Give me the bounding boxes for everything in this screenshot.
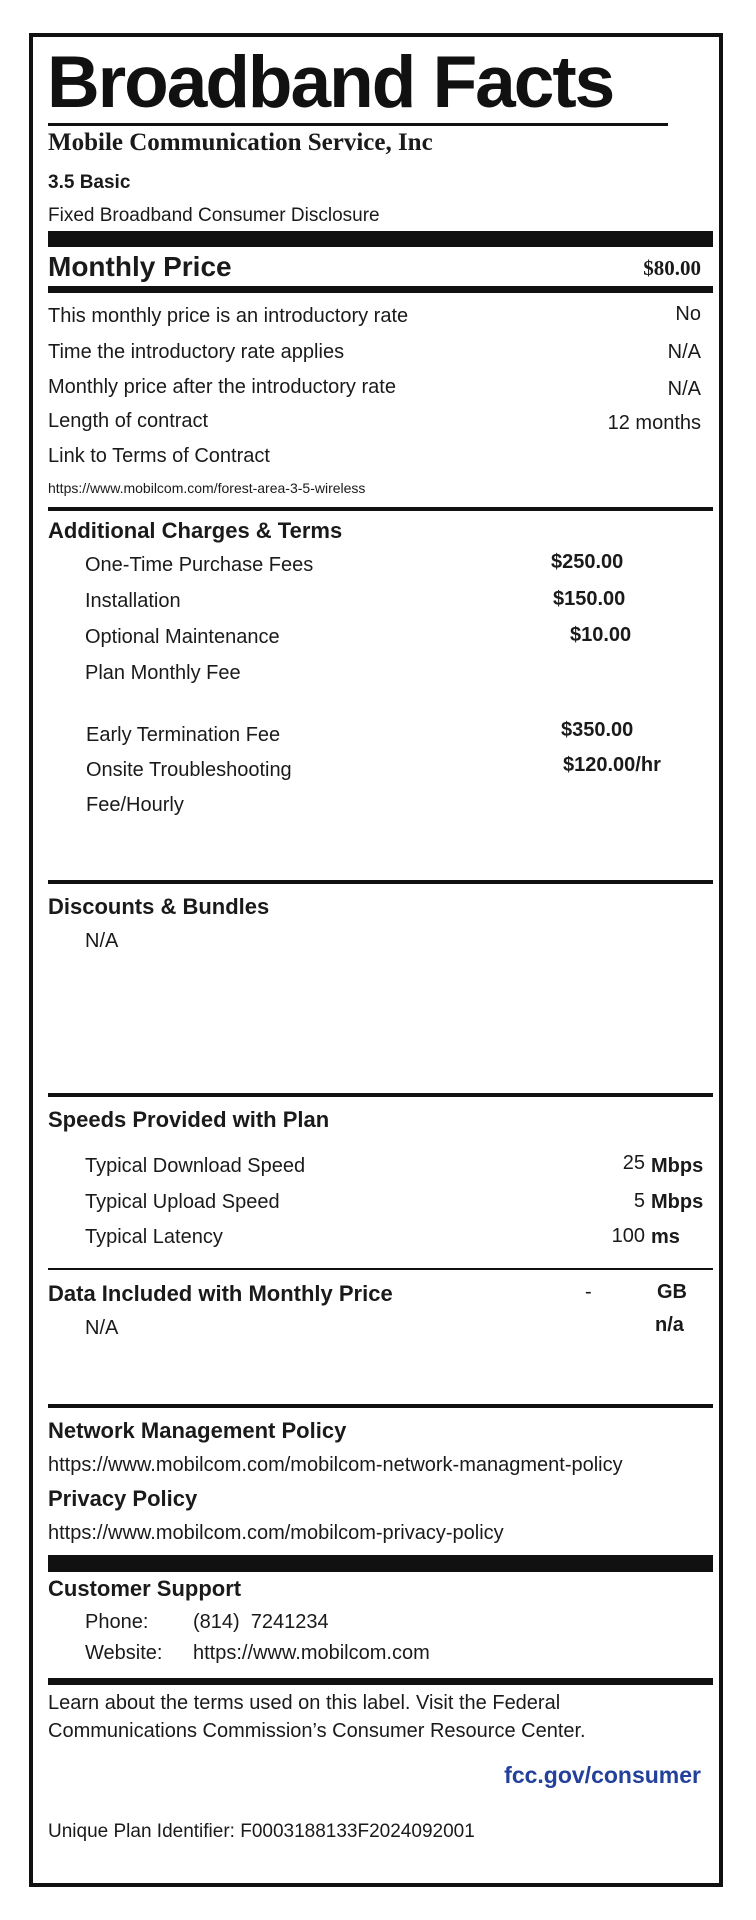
upload-speed-label: Typical Upload Speed [85,1191,280,1213]
latency-label: Typical Latency [85,1226,223,1248]
data-included-value: - [585,1281,592,1303]
network-policy-heading: Network Management Policy [48,1418,347,1443]
plan-name: 3.5 Basic [48,172,131,193]
intro-time-value: N/A [667,341,701,363]
etf-value: $350.00 [561,719,634,741]
one-time-fees-value: $250.00 [551,551,624,573]
network-policy-url[interactable]: https://www.mobilcom.com/mobilcom-network-managment-policy [48,1454,623,1476]
additional-rule [48,507,713,511]
latency-unit: ms [651,1226,680,1248]
intro-rate-value: No [675,303,701,325]
after-intro-label: Monthly price after the introductory rate [48,376,396,398]
download-speed-unit: Mbps [651,1155,704,1177]
privacy-policy-heading: Privacy Policy [48,1486,198,1511]
support-rule [48,1555,713,1572]
monthly-price-value: $80.00 [643,256,701,280]
onsite-label-line-2: Fee/Hourly [86,794,184,816]
phone-value: (814) 7241234 [193,1611,329,1633]
contract-length-label: Length of contract [48,410,209,432]
privacy-policy-url[interactable]: https://www.mobilcom.com/mobilcom-privacy-policy [48,1522,504,1544]
title-rule [48,123,668,126]
speeds-rule [48,1093,713,1097]
contract-length-value: 12 months [607,412,701,434]
download-speed-label: Typical Download Speed [85,1155,306,1177]
monthly-price-rule [48,286,713,293]
broadband-facts-label [29,33,723,1887]
discounts-heading: Discounts & Bundles [48,894,270,919]
intro-time-label: Time the introductory rate applies [48,341,345,363]
website-label: Website: [85,1642,163,1664]
fcc-consumer-link[interactable]: fcc.gov/consumer [504,1762,701,1788]
terms-link-url[interactable]: https://www.mobilcom.com/forest-area-3-5-wireless [48,480,366,496]
footer-text-line-1: Learn about the terms used on this label. Visit the Federal [48,1692,561,1714]
onsite-label-line-1: Onsite Troubleshooting [86,759,292,781]
network-rule [48,1404,713,1408]
monthly-price-heading: Monthly Price [48,251,232,282]
data-included-heading: Data Included with Monthly Price [48,1281,393,1306]
download-speed-value: 25 [622,1152,645,1174]
thick-divider [48,231,713,247]
label-title: Broadband Facts [47,42,614,123]
unique-plan-identifier: Unique Plan Identifier: F0003188133F2024092001 [48,1821,475,1842]
maintenance-value: $10.00 [570,624,632,646]
plan-monthly-fee-label: Plan Monthly Fee [85,662,241,684]
one-time-fees-label: One-Time Purchase Fees [85,554,314,576]
footer-text-line-2: Communications Commission’s Consumer Resource Center. [48,1720,586,1742]
onsite-value: $120.00/hr [563,754,661,776]
after-intro-value: N/A [667,378,701,400]
speeds-heading: Speeds Provided with Plan [48,1107,330,1132]
data-included-sub-right: n/a [655,1314,684,1336]
terms-link-label: Link to Terms of Contract [48,445,270,467]
installation-label: Installation [85,590,181,612]
phone-label: Phone: [85,1611,149,1633]
website-value[interactable]: https://www.mobilcom.com [193,1642,430,1664]
data-included-sub-left: N/A [85,1317,119,1339]
data-included-unit: GB [657,1281,687,1303]
etf-label: Early Termination Fee [86,724,281,746]
upload-speed-value: 5 [633,1190,645,1212]
disclosure-type: Fixed Broadband Consumer Disclosure [48,205,380,226]
upload-speed-unit: Mbps [651,1191,704,1213]
discounts-rule [48,880,713,884]
maintenance-label: Optional Maintenance [85,626,280,648]
additional-charges-heading: Additional Charges & Terms [48,518,343,543]
footer-rule [48,1678,713,1685]
data-rule [48,1268,713,1270]
company-name: Mobile Communication Service, Inc [48,129,433,156]
latency-value: 100 [611,1225,645,1247]
installation-value: $150.00 [553,588,626,610]
intro-rate-label: This monthly price is an introductory rate [48,305,409,327]
discounts-value: N/A [85,930,119,952]
customer-support-heading: Customer Support [48,1576,242,1601]
